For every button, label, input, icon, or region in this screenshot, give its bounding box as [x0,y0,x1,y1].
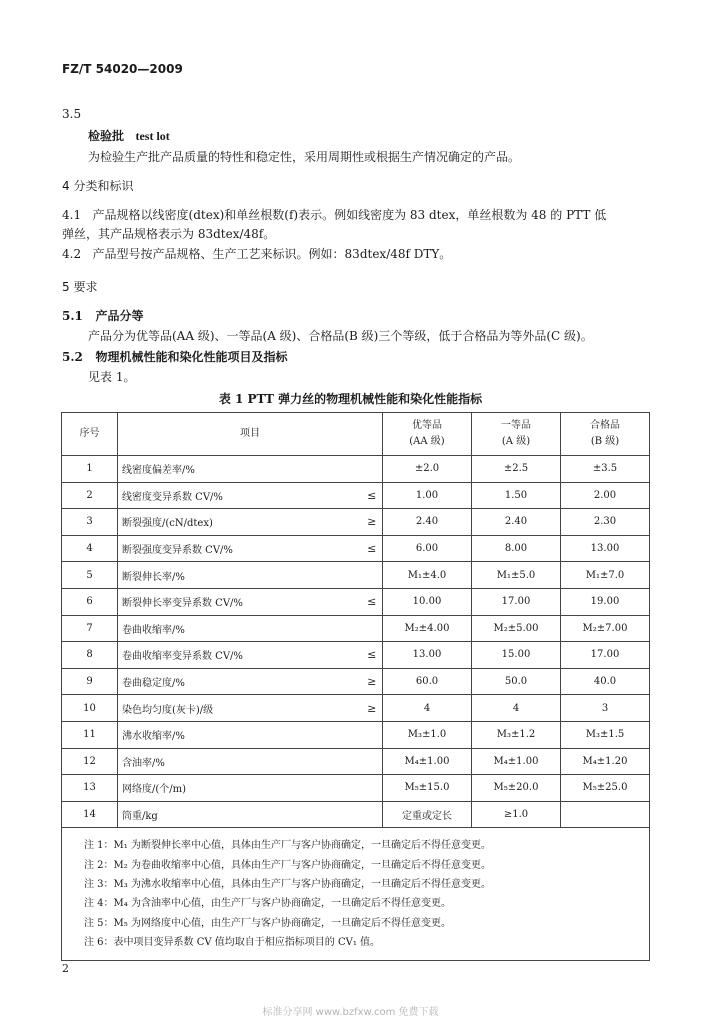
row-aa-cell: M₃±1.0 [383,721,472,748]
row-item-cell: 卷曲收缩率/% [118,615,362,642]
row-no-cell: 7 [62,615,118,642]
row-comparator-cell: ≥ [362,668,383,695]
table-row [62,775,650,802]
clause-4-2-number: 4.2 [62,247,82,261]
row-b-cell: M₃±1.5 [561,721,650,748]
table-note: 注 5：M₅ 为网络度中心值，由生产厂与客户协商确定，一旦确定后不得任意变更。 [84,917,451,929]
table-row [62,456,650,483]
table-note: 注 2：M₂ 为卷曲收缩率中心值，具体由生产厂与客户协商确定，一旦确定后不得任意变更。 [84,859,491,871]
row-aa-cell: 2.40 [383,509,472,536]
table-row [62,642,650,669]
row-item-cell: 沸水收缩率/% [118,721,362,748]
row-comparator-cell: ≤ [362,535,383,562]
row-b-cell: 19.00 [561,588,650,615]
clause-5-1-title-text: 产品分等 [95,309,144,323]
row-item-cell: 断裂强度变异系数 CV/% [118,535,362,562]
watermark: 标准分享网 www.bzfxw.com 免费下载 [262,1007,439,1018]
row-a-cell: ±2.5 [472,456,561,483]
header-item: 项目 [118,413,383,456]
row-no-cell: 3 [62,509,118,536]
row-b-cell: 2.30 [561,509,650,536]
row-b-cell: M₂±7.00 [561,615,650,642]
row-comparator-cell: ≤ [362,642,383,669]
clause-4-1-text: 产品规格以线密度(dtex)和单丝根数(f)表示。例如线密度为 83 dtex，单丝根数为 48 的 PTT 低 [92,208,607,222]
table-header-row [62,413,650,456]
row-comparator-cell [362,801,383,828]
row-item-cell: 线密度偏差率/% [118,456,362,483]
row-item-cell: 卷曲稳定度/% [118,668,362,695]
header-a-line1: 一等品 [501,420,531,431]
page-number: 2 [62,962,69,975]
row-aa-cell: M₅±15.0 [383,775,472,802]
standard-code-header: FZ/T 54020—2009 [62,62,183,76]
row-b-cell: M₁±7.0 [561,562,650,589]
row-aa-cell: 60.0 [383,668,472,695]
row-no-cell: 14 [62,801,118,828]
row-no-cell: 6 [62,588,118,615]
row-comparator-cell [362,748,383,775]
row-b-cell [561,801,650,828]
clause-number-3-5: 3.5 [62,107,82,121]
header-no: 序号 [62,413,118,456]
row-no-cell: 10 [62,695,118,722]
row-no-cell: 13 [62,775,118,802]
row-aa-cell: 定重或定长 [383,801,472,828]
table-row [62,509,650,536]
row-aa-cell: M₄±1.00 [383,748,472,775]
header-aa [383,413,472,456]
row-aa-cell: 13.00 [383,642,472,669]
term-entry [88,127,170,145]
table-note: 注 4：M₄ 为含油率中心值，由生产厂与客户协商确定，一旦确定后不得任意变更。 [84,898,451,910]
row-a-cell: ≥1.0 [472,801,561,828]
row-item-cell: 断裂伸长率/% [118,562,362,589]
row-a-cell: M₅±20.0 [472,775,561,802]
term-cn: 检验批 [88,129,125,143]
spec-table [61,412,650,961]
term-definition: 为检验生产批产品质量的特性和稳定性，采用周期性或根据生产情况确定的产品。 [88,150,521,164]
row-comparator-cell [362,562,383,589]
clause-4-1-number: 4.1 [62,208,82,222]
clause-4-1-line1 [62,206,606,224]
table-row [62,562,650,589]
row-no-cell: 9 [62,668,118,695]
row-aa-cell: 1.00 [383,482,472,509]
row-a-cell: 8.00 [472,535,561,562]
clause-5-1-text: 产品分为优等品(AA 级)、一等品(A 级)、合格品(B 级)三个等级，低于合格品为等外品(C 级)。 [88,329,593,343]
row-aa-cell: 6.00 [383,535,472,562]
clause-4-2 [62,245,451,263]
term-en: test lot [135,129,170,143]
notes-row [62,828,650,961]
row-no-cell: 8 [62,642,118,669]
row-b-cell: 40.0 [561,668,650,695]
header-a-line2: (A 级) [501,436,531,447]
row-b-cell: ±3.5 [561,456,650,483]
table-row [62,482,650,509]
table-row [62,588,650,615]
clause-5-2-number: 5.2 [62,350,83,364]
row-aa-cell: 10.00 [383,588,472,615]
row-comparator-cell [362,456,383,483]
row-a-cell: 15.00 [472,642,561,669]
row-aa-cell: 4 [383,695,472,722]
header-b [561,413,650,456]
row-comparator-cell [362,721,383,748]
row-no-cell: 12 [62,748,118,775]
row-a-cell: M₃±1.2 [472,721,561,748]
clause-5-1-title [62,307,143,325]
row-item-cell: 含油率/% [118,748,362,775]
table-row [62,748,650,775]
row-b-cell: 17.00 [561,642,650,669]
row-b-cell: M₅±25.0 [561,775,650,802]
row-no-cell: 4 [62,535,118,562]
row-comparator-cell: ≥ [362,509,383,536]
table-row [62,801,650,828]
row-no-cell: 1 [62,456,118,483]
row-item-cell: 筒重/kg [118,801,362,828]
section-4-heading: 4 分类和标识 [62,179,134,193]
row-item-cell: 线密度变异系数 CV/% [118,482,362,509]
row-aa-cell: ±2.0 [383,456,472,483]
header-b-line2: (B 级) [590,436,620,447]
row-comparator-cell: ≥ [362,695,383,722]
row-no-cell: 2 [62,482,118,509]
row-a-cell: 4 [472,695,561,722]
header-aa-line1: 优等品 [412,420,442,431]
table-note: 注 1：M₁ 为断裂伸长率中心值，具体由生产厂与客户协商确定，一旦确定后不得任意变更。 [84,840,491,852]
row-b-cell: 13.00 [561,535,650,562]
table-row [62,668,650,695]
table-row [62,695,650,722]
row-a-cell: 2.40 [472,509,561,536]
row-a-cell: M₁±5.0 [472,562,561,589]
clause-5-1-number: 5.1 [62,309,83,323]
row-no-cell: 5 [62,562,118,589]
row-a-cell: 50.0 [472,668,561,695]
table-row [62,535,650,562]
table-row [62,615,650,642]
header-aa-line2: (AA 级) [409,436,445,447]
row-aa-cell: M₂±4.00 [383,615,472,642]
table-note: 注 3：M₃ 为沸水收缩率中心值，具体由生产厂与客户协商确定，一旦确定后不得任意变更。 [84,878,491,890]
row-b-cell: M₄±1.20 [561,748,650,775]
clause-4-1-line2: 弹丝，其产品规格表示为 83dtex/48f。 [62,227,276,241]
row-aa-cell: M₁±4.0 [383,562,472,589]
row-comparator-cell: ≤ [362,588,383,615]
header-b-line1: 合格品 [590,420,620,431]
table-note: 注 6：表中项目变异系数 CV 值均取自于相应指标项目的 CV₁ 值。 [84,936,381,948]
row-comparator-cell [362,775,383,802]
clause-5-2-title [62,348,287,366]
row-a-cell: 17.00 [472,588,561,615]
row-no-cell: 11 [62,721,118,748]
section-5-heading: 5 要求 [62,280,98,294]
notes-cell [62,828,650,961]
table-body [62,456,650,828]
row-item-cell: 网络度/(个/m) [118,775,362,802]
row-item-cell: 染色均匀度(灰卡)/级 [118,695,362,722]
table-row [62,721,650,748]
row-comparator-cell: ≤ [362,482,383,509]
row-item-cell: 断裂伸长率变异系数 CV/% [118,588,362,615]
clause-4-2-text: 产品型号按产品规格、生产工艺来标识。例如：83dtex/48f DTY。 [92,247,452,261]
row-a-cell: M₂±5.00 [472,615,561,642]
row-a-cell: M₄±1.00 [472,748,561,775]
header-a [472,413,561,456]
row-a-cell: 1.50 [472,482,561,509]
clause-5-2-title-text: 物理机械性能和染化性能项目及指标 [95,350,288,364]
table-caption: 表 1 PTT 弹力丝的物理机械性能和染化性能指标 [218,392,483,406]
row-item-cell: 断裂强度/(cN/dtex) [118,509,362,536]
row-item-cell: 卷曲收缩率变异系数 CV/% [118,642,362,669]
row-comparator-cell [362,615,383,642]
row-b-cell: 2.00 [561,482,650,509]
row-b-cell: 3 [561,695,650,722]
clause-5-2-text: 见表 1。 [88,370,136,384]
